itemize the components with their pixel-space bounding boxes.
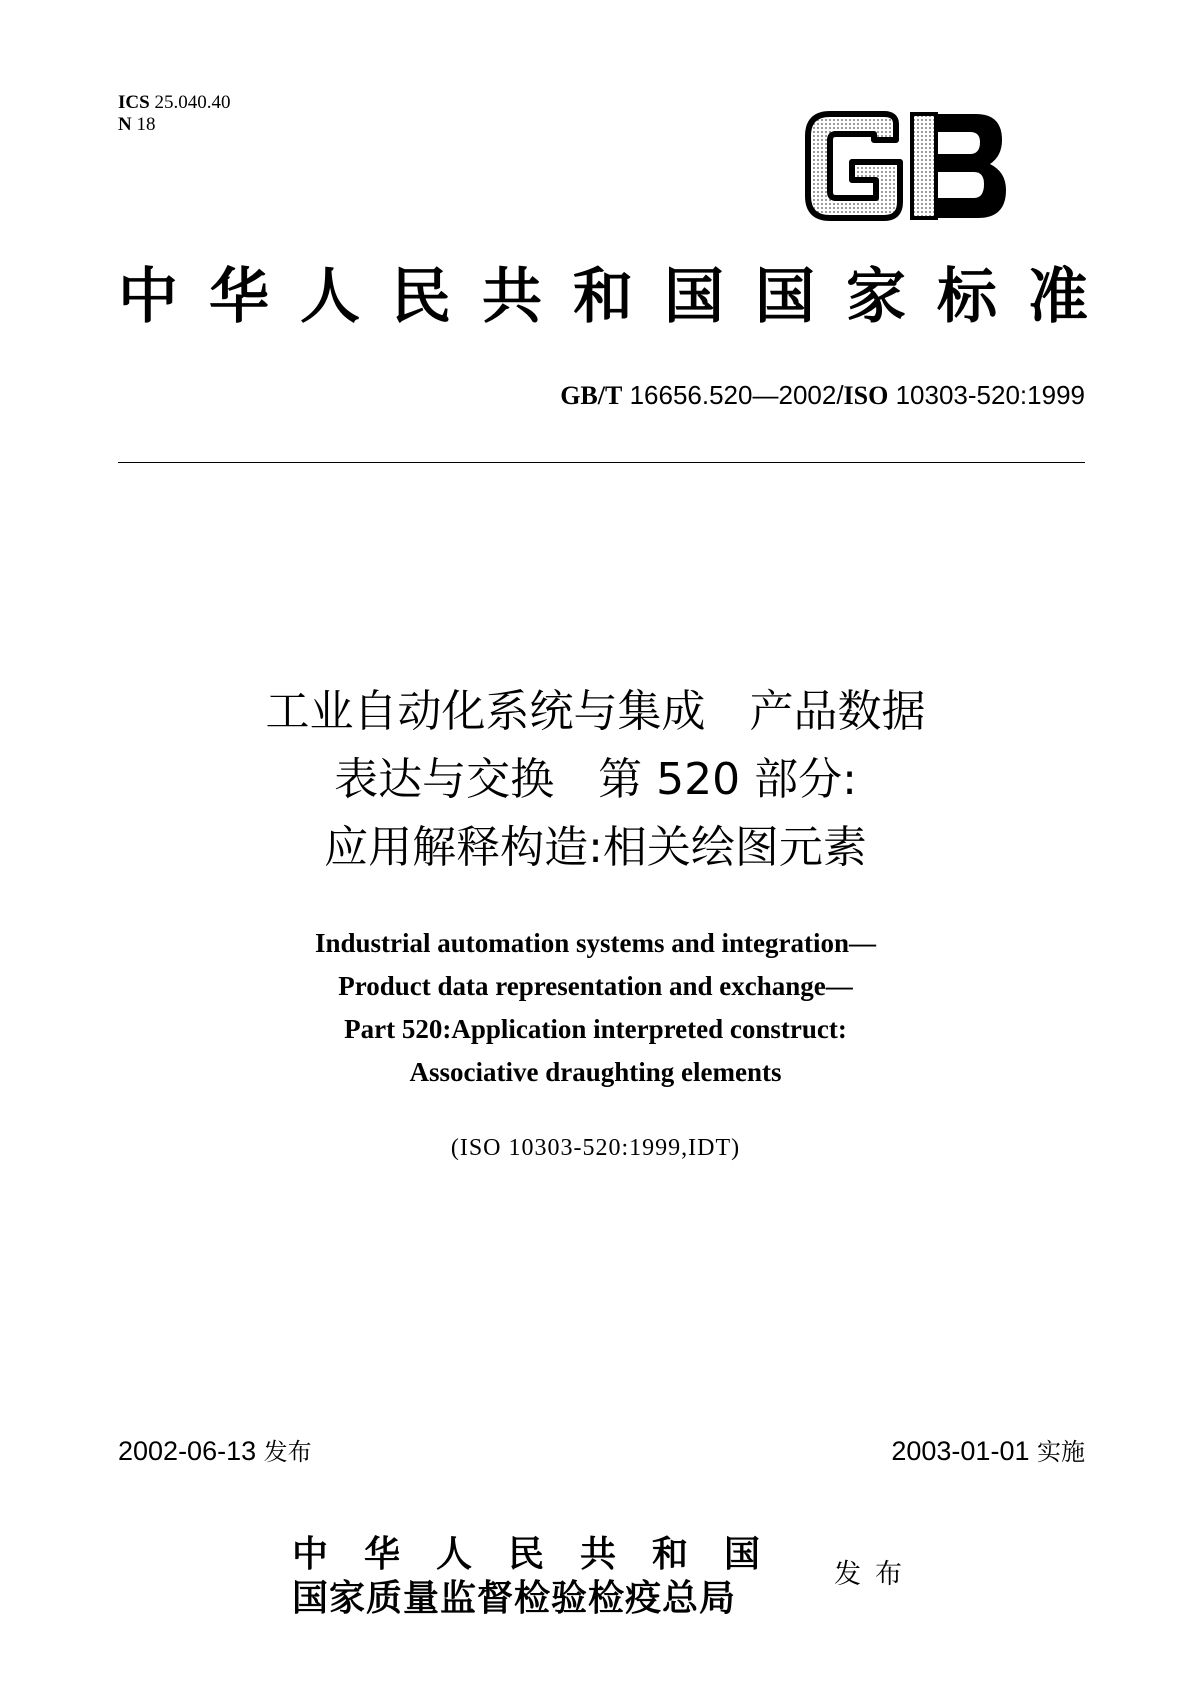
chinese-title-line-2: 表达与交换 第 520 部分:	[334, 754, 857, 805]
publisher-line-2: 国家质量监督检验检疫总局	[292, 1577, 737, 1619]
implementation-date-label: 实施	[1037, 1438, 1085, 1466]
chinese-title	[0, 678, 1191, 882]
chinese-title-line-3: 应用解释构造:相关绘图元素	[324, 822, 867, 873]
ics-value: 25.040.40	[154, 92, 231, 113]
issue-date-label: 发布	[263, 1438, 312, 1466]
ccs-label: N	[118, 114, 132, 135]
iso-equivalence: (ISO 10303-520:1999,IDT)	[450, 1135, 741, 1161]
issue-date	[118, 1432, 312, 1467]
issue-date-value: 2002-06-13	[118, 1436, 257, 1466]
gb-logo	[800, 110, 1010, 222]
iso-prefix: ISO	[843, 381, 889, 410]
header-divider	[118, 462, 1085, 463]
standard-prefix: GB/T	[560, 381, 623, 410]
implementation-date	[891, 1432, 1085, 1467]
english-title-line-3: Part 520:Application interpreted construct:	[344, 1014, 847, 1044]
english-title	[0, 922, 1191, 1094]
english-title-line-2: Product data representation and exchange—	[338, 971, 853, 1001]
standard-number	[560, 380, 1085, 411]
chinese-title-line-1: 工业自动化系统与集成 产品数据	[265, 686, 926, 737]
standard-number-value: 16656.520—2002/	[629, 380, 844, 410]
publish-action: 发布	[834, 1559, 916, 1590]
english-title-line-1: Industrial automation systems and integration—	[314, 928, 877, 958]
gb-logo-icon	[800, 110, 1010, 222]
ccs-value: 18	[136, 114, 156, 135]
iso-number-value: 10303-520:1999	[895, 380, 1085, 410]
national-standard-title: 中华人民共和国国家标准	[118, 262, 1119, 332]
publisher	[292, 1532, 796, 1620]
english-title-line-4: Associative draughting elements	[409, 1057, 782, 1087]
implementation-date-value: 2003-01-01	[891, 1436, 1030, 1466]
ics-code	[118, 92, 230, 114]
publisher-line-1: 中华人民共和国	[292, 1533, 797, 1575]
ccs-code	[118, 114, 155, 136]
ics-label: ICS	[118, 92, 150, 113]
